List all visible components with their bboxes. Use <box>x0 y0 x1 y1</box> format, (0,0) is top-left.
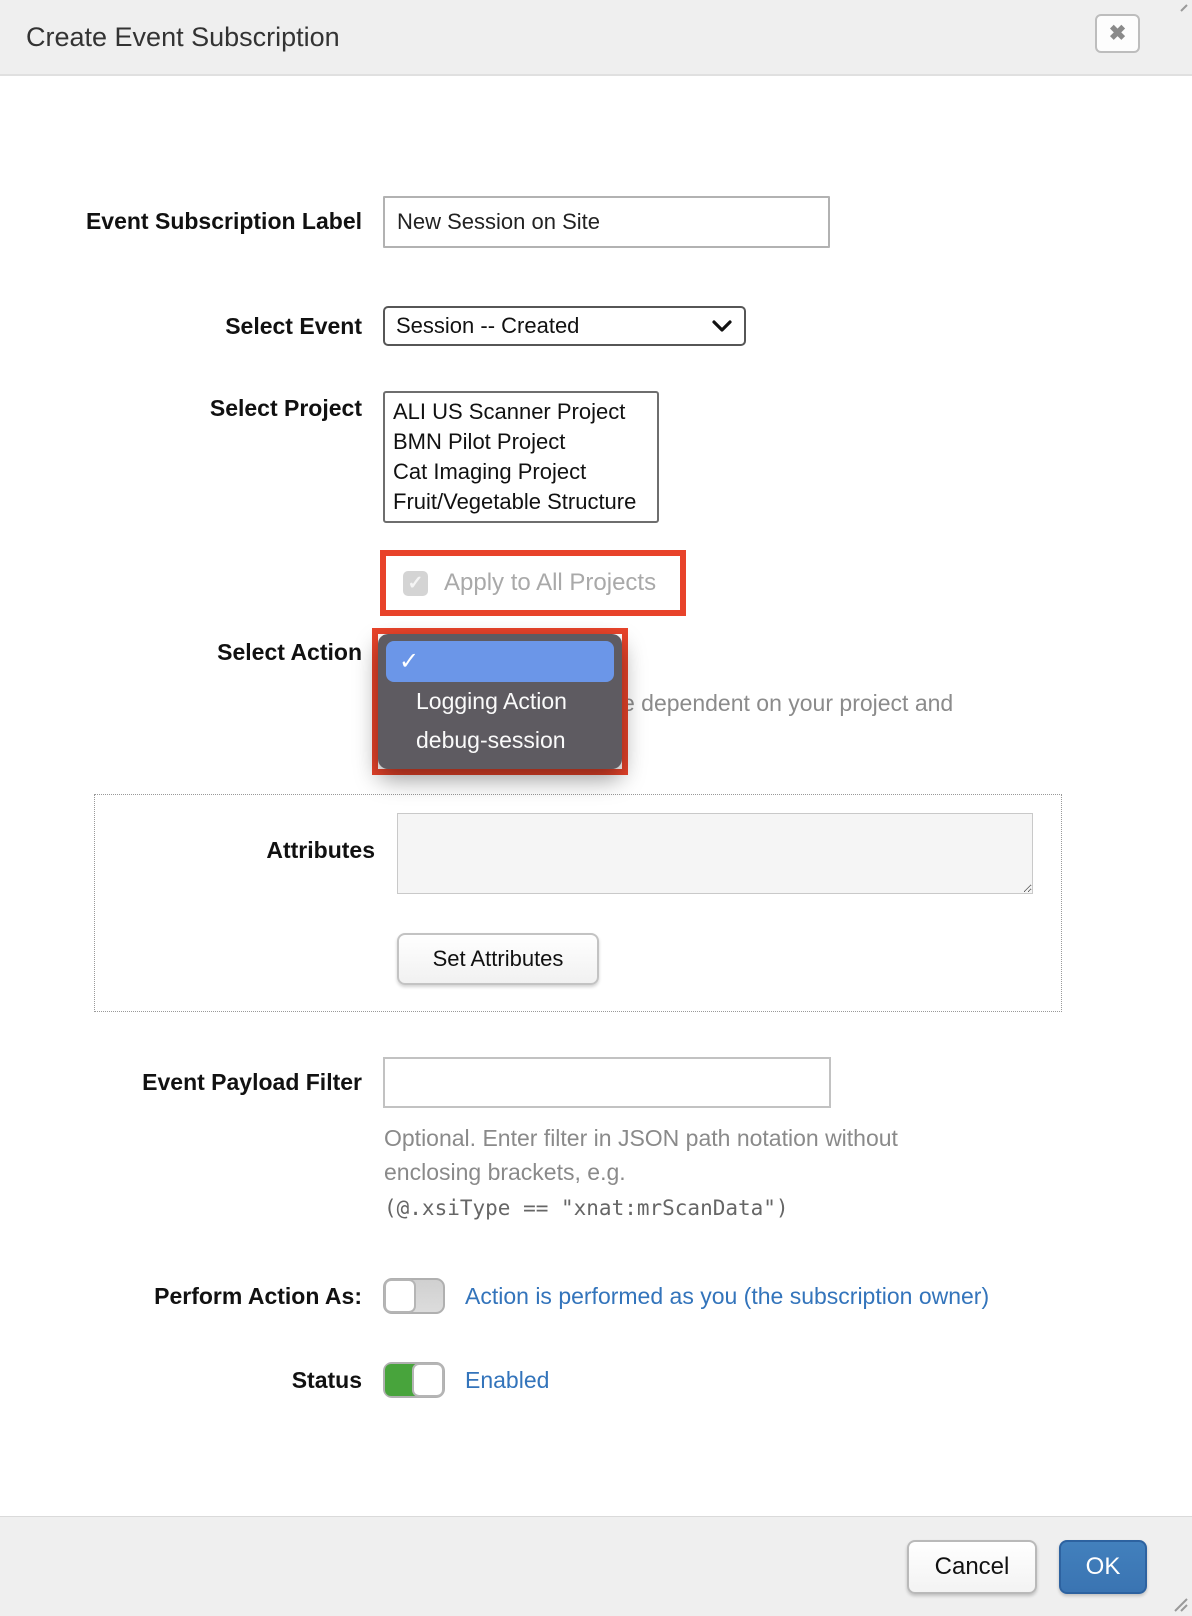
perform-action-as-label: Perform Action As: <box>154 1283 362 1309</box>
select-action-open-menu[interactable] <box>378 634 622 769</box>
select-action-menu-item[interactable]: debug-session <box>416 727 566 753</box>
select-event-label: Select Event <box>225 313 362 339</box>
select-action-hint-fragment: e dependent on your project and <box>622 690 954 716</box>
apply-all-projects-label: Apply to All Projects <box>444 569 657 596</box>
select-action-menu-highlight <box>372 628 628 775</box>
subscription-label-label: Event Subscription Label <box>85 208 362 234</box>
select-event-row <box>0 306 746 346</box>
help-text-line: enclosing brackets, e.g. <box>384 1159 626 1185</box>
dialog-footer <box>0 1516 1192 1616</box>
project-option[interactable]: Cat Imaging Project <box>393 459 587 484</box>
attributes-label: Attributes <box>266 837 375 863</box>
attributes-section <box>94 794 1062 1012</box>
select-action-menu-selected-blank[interactable] <box>386 641 614 682</box>
cancel-button[interactable]: Cancel <box>907 1540 1037 1594</box>
select-event-value: Session -- Created <box>396 313 580 338</box>
checkmark-icon: ✓ <box>399 648 420 675</box>
toggle-knob <box>412 1363 444 1397</box>
dialog-header <box>0 0 1192 76</box>
close-button[interactable] <box>1095 14 1140 53</box>
perform-action-as-description: Action is performed as you (the subscription owner) <box>465 1283 990 1309</box>
status-row <box>0 1362 549 1398</box>
dialog-title: Create Event Subscription <box>26 22 340 52</box>
subscription-label-input[interactable] <box>383 196 830 248</box>
resize-handle-se-icon[interactable] <box>1169 1593 1189 1613</box>
project-option[interactable]: Fruit/Vegetable Structure <box>393 489 637 514</box>
select-project-label: Select Project <box>209 395 362 421</box>
resize-handle-ne-icon[interactable] <box>1178 2 1190 14</box>
event-payload-filter-row <box>0 1057 831 1108</box>
checkmark-icon: ✓ <box>407 572 424 594</box>
status-toggle[interactable] <box>383 1362 445 1398</box>
apply-all-projects-checkbox[interactable] <box>403 571 428 596</box>
close-icon: ✖ <box>1108 22 1127 45</box>
chevron-down-icon <box>711 319 733 333</box>
apply-all-projects-highlight <box>380 550 686 616</box>
select-event-dropdown[interactable] <box>383 306 746 346</box>
project-option[interactable]: BMN Pilot Project <box>393 429 566 454</box>
status-label: Status <box>291 1367 362 1393</box>
select-project-row <box>0 391 659 523</box>
select-action-row <box>0 639 362 666</box>
toggle-knob <box>384 1279 416 1313</box>
attributes-textarea[interactable] <box>397 813 1033 894</box>
status-description: Enabled <box>465 1367 550 1393</box>
help-code-example: (@.xsiType == "xnat:mrScanData") <box>384 1196 789 1220</box>
perform-action-as-row <box>0 1278 989 1314</box>
set-attributes-button[interactable]: Set Attributes <box>397 933 599 985</box>
project-option[interactable]: ALI US Scanner Project <box>393 399 626 424</box>
subscription-label-row <box>0 196 830 248</box>
ok-button[interactable]: OK <box>1059 1540 1147 1594</box>
select-action-label: Select Action <box>217 639 362 665</box>
select-project-listbox[interactable] <box>383 391 659 523</box>
event-payload-filter-label: Event Payload Filter <box>142 1069 362 1095</box>
select-action-menu-item[interactable]: Logging Action <box>416 688 567 714</box>
event-payload-filter-help <box>384 1121 898 1223</box>
perform-action-as-toggle[interactable] <box>383 1278 445 1314</box>
help-text-line: Optional. Enter filter in JSON path notation without <box>384 1125 898 1151</box>
event-payload-filter-input[interactable] <box>383 1057 831 1108</box>
